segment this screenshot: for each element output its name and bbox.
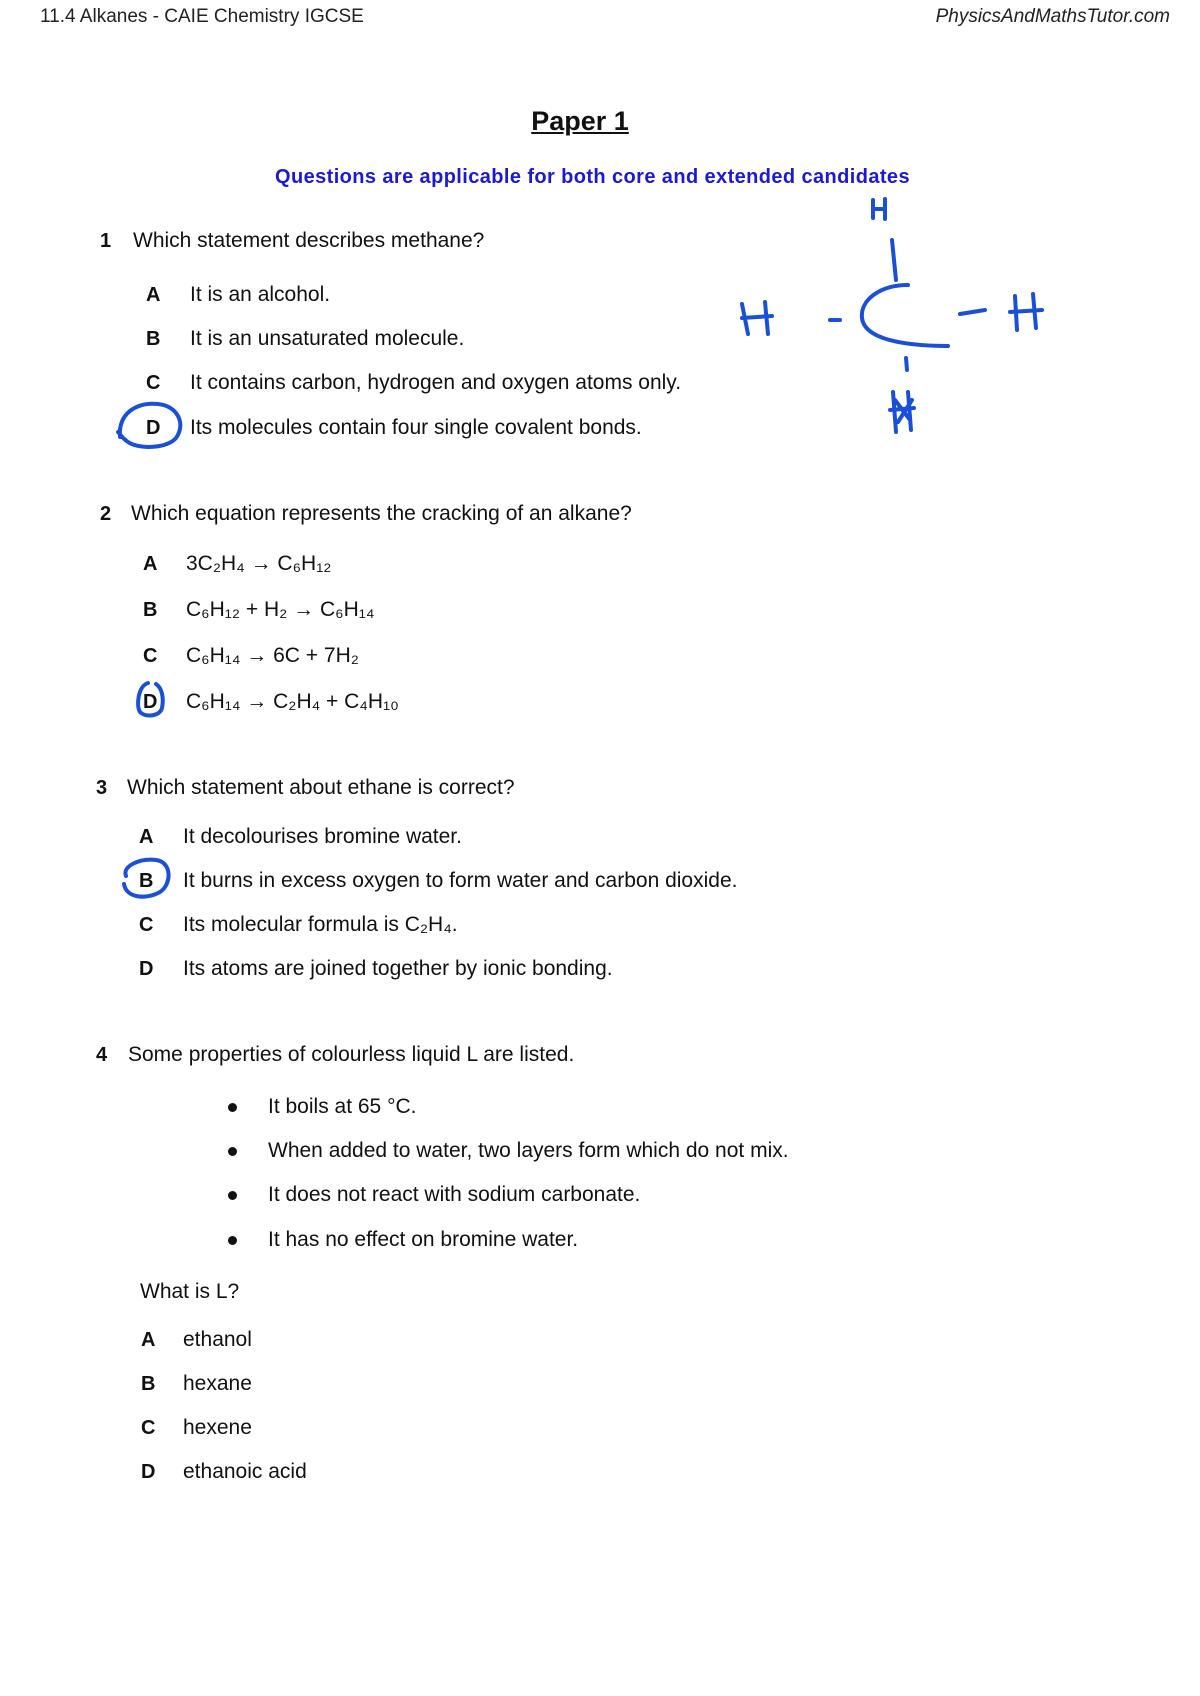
property-item: It does not react with sodium carbonate.: [268, 1183, 641, 1206]
question-text: Some properties of colourless liquid L are listed.: [128, 1043, 575, 1066]
option-letter: B: [143, 599, 158, 621]
option-text: Its molecules contain four single covalent bonds.: [190, 416, 642, 439]
answer-circle-q2: [138, 683, 163, 715]
question-number: 4: [96, 1044, 108, 1066]
sketch-carbon: [862, 285, 948, 346]
sketch-left-h: [742, 302, 772, 334]
answer-circle-q3: [124, 860, 169, 897]
option-letter: C: [141, 1417, 156, 1439]
option-text: It is an alcohol.: [190, 283, 331, 306]
option-letter: B: [139, 870, 154, 892]
option-text: It burns in excess oxygen to form water and carbon dioxide.: [183, 869, 738, 892]
option-letter: A: [139, 826, 154, 848]
property-item: When added to water, two layers form which do not mix.: [268, 1139, 789, 1162]
running-header-right: PhysicsAndMathsTutor.com: [935, 6, 1170, 27]
option-text: Its atoms are joined together by ionic bonding.: [183, 957, 613, 980]
page-title: Paper 1: [531, 106, 629, 136]
sketch-bottom-bond: [906, 358, 907, 370]
page-subtitle: Questions are applicable for both core and extended candidates: [275, 166, 910, 188]
property-item: It boils at 65 °C.: [268, 1095, 417, 1118]
option-text: It is an unsaturated molecule.: [190, 327, 465, 350]
option-letter: B: [141, 1373, 156, 1395]
option-text: ethanoic acid: [183, 1460, 307, 1483]
option-text: It decolourises bromine water.: [183, 825, 462, 848]
sketch-top-h: [873, 199, 885, 219]
question-number: 1: [100, 230, 112, 252]
sketch-bottom-h: [890, 392, 914, 432]
option-text: C₆H₁₄ → 6C + 7H₂: [186, 644, 359, 667]
question-number: 2: [100, 503, 112, 525]
option-letter: A: [143, 553, 158, 575]
option-letter: C: [139, 914, 154, 936]
answer-circle-q1: [118, 404, 180, 447]
option-letter: D: [139, 958, 154, 980]
option-letter: D: [141, 1461, 156, 1483]
property-item: It has no effect on bromine water.: [268, 1228, 579, 1251]
sketch-right-bond: [960, 310, 985, 314]
option-letter: A: [146, 284, 161, 306]
option-letter: C: [146, 372, 161, 394]
question-prompt: What is L?: [140, 1280, 240, 1303]
option-text: C₆H₁₂ + H₂ → C₆H₁₄: [186, 598, 375, 621]
option-letter: A: [141, 1329, 156, 1351]
option-text: 3C₂H₄ → C₆H₁₂: [186, 552, 332, 575]
question-text: Which statement about ethane is correct?: [127, 776, 515, 799]
option-text: ethanol: [183, 1328, 252, 1351]
question-number: 3: [96, 777, 108, 799]
option-text: C₆H₁₄ → C₂H₄ + C₄H₁₀: [186, 690, 399, 713]
option-text: Its molecular formula is C₂H₄.: [183, 913, 458, 936]
option-letter: D: [146, 417, 161, 439]
option-letter: D: [143, 691, 158, 713]
option-letter: B: [146, 328, 161, 350]
sketch-top-bond: [892, 240, 896, 280]
option-letter: C: [143, 645, 158, 667]
sketch-right-h: [1010, 294, 1042, 330]
question-text: Which equation represents the cracking of an alkane?: [131, 502, 632, 525]
option-text: hexene: [183, 1416, 252, 1439]
option-text: It contains carbon, hydrogen and oxygen atoms only.: [190, 371, 682, 394]
running-header-left: 11.4 Alkanes - CAIE Chemistry IGCSE: [40, 6, 364, 27]
option-text: hexane: [183, 1372, 252, 1395]
question-text: Which statement describes methane?: [133, 229, 485, 252]
